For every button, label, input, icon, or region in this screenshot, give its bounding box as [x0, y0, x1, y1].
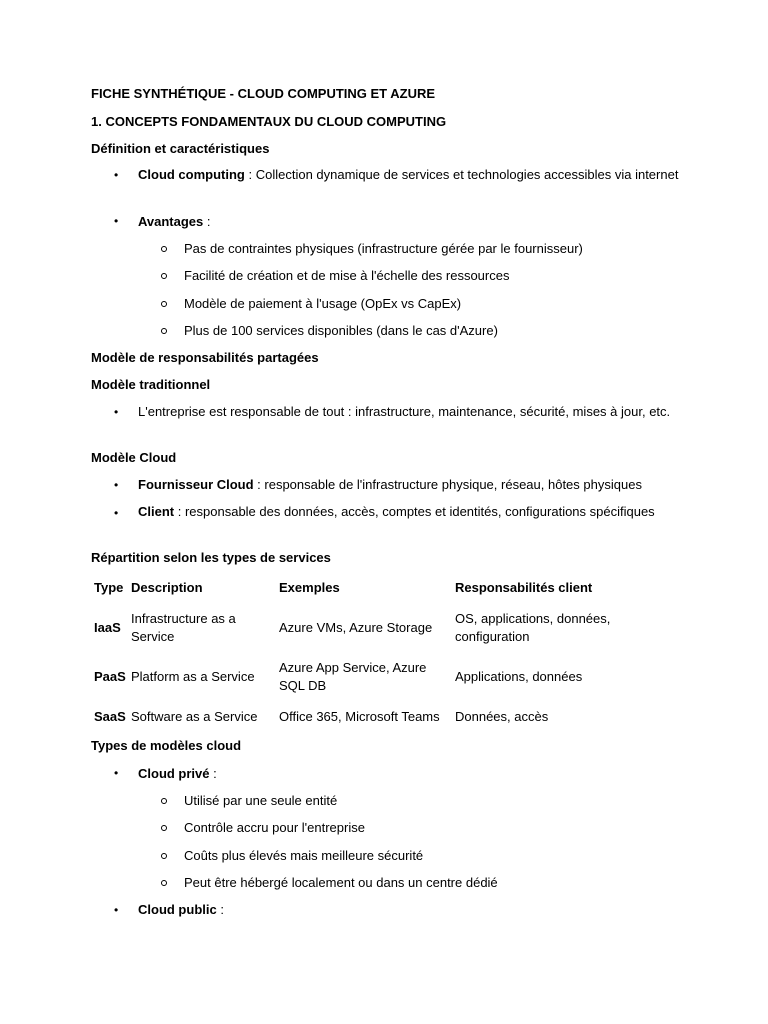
- table-cell: Azure VMs, Azure Storage: [279, 620, 433, 635]
- bullet-icon: •: [114, 214, 119, 228]
- term-suffix: :: [209, 766, 217, 781]
- bullet-icon: •: [114, 168, 119, 182]
- term: Avantages: [138, 214, 204, 229]
- subsection-heading: Répartition selon les types de services: [91, 550, 331, 565]
- subsection-heading: Modèle Cloud: [91, 450, 177, 465]
- table-cell: PaaS: [94, 669, 126, 684]
- table-cell: SaaS: [94, 709, 126, 724]
- term: Cloud computing: [138, 167, 245, 182]
- table-cell: Infrastructure as a Service: [131, 611, 236, 644]
- circle-bullet-icon: [161, 880, 167, 886]
- term-suffix: :: [203, 214, 211, 229]
- term: Cloud public: [138, 902, 217, 917]
- table-cell: Software as a Service: [131, 709, 258, 724]
- sub-list-item: Coûts plus élevés mais meilleure sécurité: [184, 848, 424, 863]
- term: Fournisseur Cloud: [138, 477, 254, 492]
- table-cell: Applications, données: [455, 669, 583, 684]
- circle-bullet-icon: [161, 825, 167, 831]
- list-item: [138, 477, 642, 492]
- circle-bullet-icon: [161, 246, 167, 252]
- sub-list-item: Facilité de création et de mise à l'échelle des ressources: [184, 268, 510, 283]
- bullet-icon: •: [114, 903, 119, 917]
- table-header: Exemples: [279, 580, 340, 595]
- list-item: [138, 766, 217, 781]
- term-suffix: :: [216, 902, 224, 917]
- list-item: [138, 166, 698, 184]
- circle-bullet-icon: [161, 273, 167, 279]
- bullet-icon: •: [114, 766, 119, 780]
- table-cell: OS, applications, données, configuration: [455, 611, 611, 644]
- table-cell: Azure App Service, Azure SQL DB: [279, 660, 427, 693]
- term: Cloud privé: [138, 766, 210, 781]
- sub-list-item: Peut être hébergé localement ou dans un centre dédié: [184, 875, 498, 890]
- table-cell: Platform as a Service: [131, 669, 255, 684]
- circle-bullet-icon: [161, 328, 167, 334]
- table-cell: Office 365, Microsoft Teams: [279, 709, 440, 724]
- sub-list-item: Pas de contraintes physiques (infrastructure gérée par le fournisseur): [184, 241, 583, 256]
- list-item: [138, 503, 658, 521]
- subsection-heading: Définition et caractéristiques: [91, 141, 270, 156]
- table-header: Description: [131, 580, 203, 595]
- circle-bullet-icon: [161, 853, 167, 859]
- list-item: L'entreprise est responsable de tout : infrastructure, maintenance, sécurité, mises à jour, etc.: [138, 404, 671, 419]
- sub-list-item: Modèle de paiement à l'usage (OpEx vs CapEx): [184, 296, 462, 311]
- subsection-heading: Types de modèles cloud: [91, 738, 242, 753]
- bullet-icon: •: [114, 405, 119, 419]
- table-header: Responsabilités client: [455, 580, 593, 595]
- bullet-icon: •: [114, 478, 119, 492]
- definition-text: : responsable de l'infrastructure physique, réseau, hôtes physiques: [253, 477, 642, 492]
- section-heading: 1. CONCEPTS FONDAMENTAUX DU CLOUD COMPUTING: [91, 114, 447, 129]
- table-header: Type: [94, 580, 124, 595]
- list-item: [138, 902, 224, 917]
- subsection-heading: Modèle traditionnel: [91, 377, 211, 392]
- list-item: [138, 214, 211, 229]
- definition-text: : Collection dynamique de services et technologies accessibles via internet: [244, 167, 679, 182]
- sub-list-item: Contrôle accru pour l'entreprise: [184, 820, 365, 835]
- circle-bullet-icon: [161, 798, 167, 804]
- table-cell: Données, accès: [455, 709, 549, 724]
- term: Client: [138, 504, 175, 519]
- subsection-heading: Modèle de responsabilités partagées: [91, 350, 319, 365]
- table-cell: IaaS: [94, 620, 121, 635]
- bullet-icon: •: [114, 506, 119, 520]
- sub-list-item: Utilisé par une seule entité: [184, 793, 338, 808]
- definition-text: : responsable des données, accès, comptes et identités, configurations spécifiques: [174, 504, 655, 519]
- document-title: FICHE SYNTHÉTIQUE - CLOUD COMPUTING ET AZURE: [91, 86, 436, 101]
- circle-bullet-icon: [161, 301, 167, 307]
- sub-list-item: Plus de 100 services disponibles (dans le cas d'Azure): [184, 323, 498, 338]
